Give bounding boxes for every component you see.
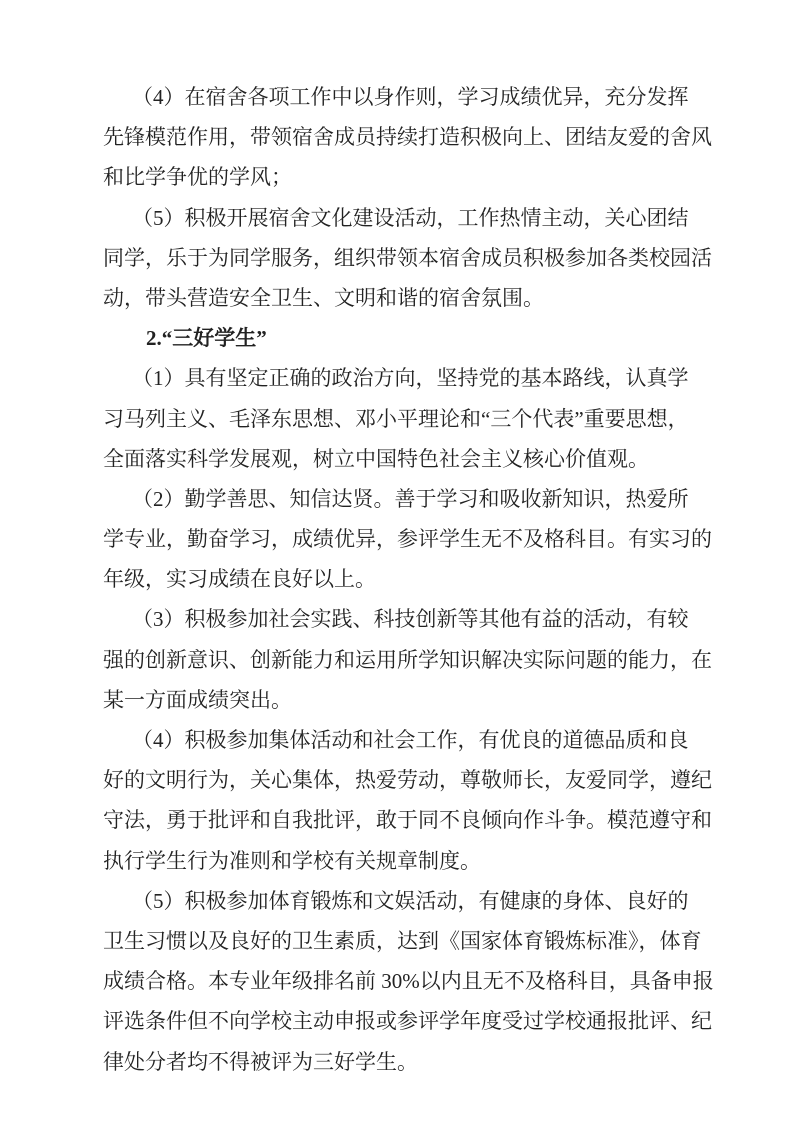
paragraph-line: （5）积极开展宿舍文化建设活动，工作热情主动，关心团结: [132, 205, 689, 230]
paragraph-line: 全面落实科学发展观，树立中国特色社会主义核心价值观。: [103, 446, 649, 471]
page-content: [103, 77, 714, 1082]
paragraph-line: 律处分者均不得被评为三好学生。: [103, 1049, 418, 1074]
paragraph-line: （4）在宿舍各项工作中以身作则，学习成绩优异，充分发挥: [132, 85, 689, 109]
paragraph-line: （4）积极参加集体活动和社会工作，有优良的道德品质和良: [132, 728, 689, 752]
paragraph-line: 习马列主义、毛泽东思想、邓小平理论和“三个代表”重要思想，: [103, 406, 689, 431]
paragraph-line: 强的创新意识、创新能力和运用所学知识解决实际问题的能力，在: [103, 647, 712, 672]
paragraph-line: 某一方面成绩突出。: [103, 687, 292, 712]
section-heading: 2.“三好学生”: [146, 326, 267, 351]
paragraph-line: 先锋模范作用，带领宿舍成员持续打造积极向上、团结友爱的舍风: [103, 125, 712, 150]
paragraph-line: 守法，勇于批评和自我批评，敢于同不良倾向作斗争。模范遵守和: [103, 808, 712, 833]
paragraph-line: 同学，乐于为同学服务，组织带领本宿舍成员积极参加各类校园活: [103, 245, 712, 270]
paragraph-line: 学专业，勤奋学习，成绩优异，参评学生无不及格科目。有实习的: [103, 527, 712, 552]
paragraph-line: （5）积极参加体育锻炼和文娱活动，有健康的身体、良好的: [132, 888, 689, 913]
paragraph-line: 执行学生行为准则和学校有关规章制度。: [103, 848, 481, 873]
paragraph-line: （1）具有坚定正确的政治方向，坚持党的基本路线，认真学: [132, 366, 689, 391]
paragraph-line: （2）勤学善思、知信达贤。善于学习和吸收新知识，热爱所: [132, 486, 689, 511]
paragraph-line: 评选条件但不向学校主动申报或参评学年度受过学校通报批评、纪: [103, 1009, 712, 1034]
paragraph-line: 和比学争优的学风；: [103, 165, 292, 190]
paragraph-line: 好的文明行为，关心集体，热爱劳动，尊敬师长，友爱同学，遵纪: [103, 768, 712, 793]
paragraph-line: 年级，实习成绩在良好以上。: [103, 567, 376, 592]
paragraph-line: 卫生习惯以及良好的卫生素质，达到《国家体育锻炼标准》，体育: [103, 928, 702, 953]
paragraph-line: 成绩合格。本专业年级排名前 30%以内且无不及格科目，具备申报: [103, 969, 714, 994]
paragraph-line: 动，带头营造安全卫生、文明和谐的宿舍氛围。: [103, 285, 544, 310]
paragraph-line: （3）积极参加社会实践、科技创新等其他有益的活动，有较: [132, 607, 689, 632]
